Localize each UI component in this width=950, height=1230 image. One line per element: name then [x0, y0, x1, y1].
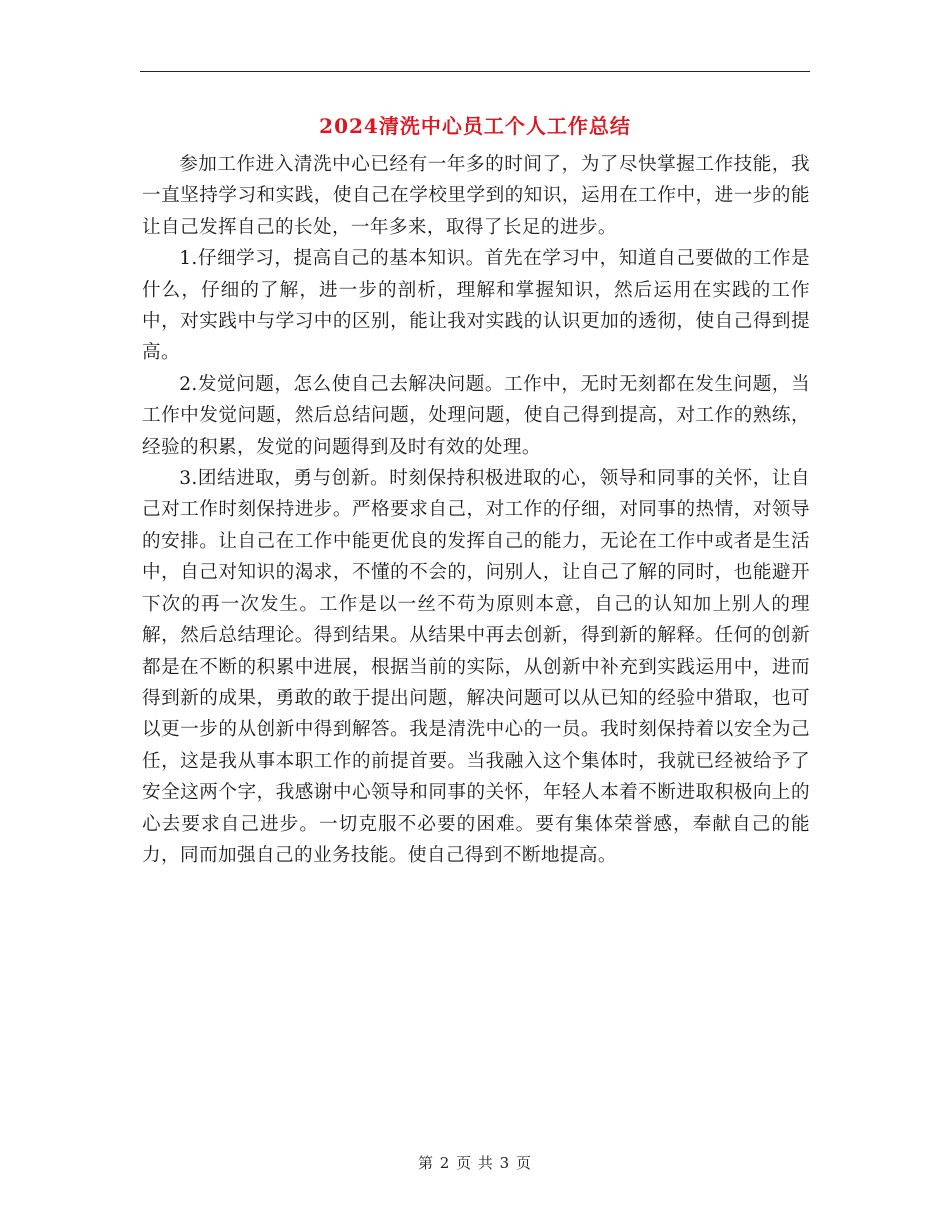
header-rule	[140, 71, 810, 72]
intro-paragraph: 参加工作进入清洗中心已经有一年多的时间了，为了尽快掌握工作技能，我一直坚持学习和实践，使自己在学校里学到的知识，运用在工作中，进一步的能让自己发挥自己的长处，一年多来，取得了长足的进步。	[142, 154, 810, 238]
document-body	[142, 149, 810, 871]
point-1-paragraph: 1.仔细学习，提高自己的基本知识。首先在学习中，知道自己要做的工作是什么，仔细的了解，进一步的剖析，理解和掌握知识，然后运用在实践的工作中，对实践中与学习中的区别，能让我对实践的认识更加的透彻，使自己得到提高。	[142, 248, 810, 364]
point-3-paragraph: 3.团结进取，勇与创新。时刻保持积极进取的心，领导和同事的关怀，让自己对工作时刻保持进步。严格要求自己，对工作的仔细，对同事的热情，对领导的安排。让自己在工作中能更优良的发挥自己的能力，无论在工作中或者是生活中，自己对知识的渴求，不懂的不会的，问别人，让自己了解的同时，也能避开下次的再一次发生。工作是以一丝不苟为原则本意，自己的认知加上别人的理解，然后总结理论。得到结果。从结果中再去创新，得到新的解释。任何的创新都是在不断的积累中进展，根据当前的实际，从创新中补充到实践运用中，进而得到新的成果，勇敢的敢于提出问题，解决问题可以从已知的经验中猎取，也可以更一步的从创新中得到解答。我是清洗中心的一员。我时刻保持着以安全为己任，这是我从事本职工作的前提首要。当我融入这个集体时，我就已经被给予了安全这两个字，我感谢中心领导和同事的关怀，年轻人本着不断进取积极向上的心去要求自己进步。一切克服不必要的困难。要有集体荣誉感，奉献自己的能力，同而加强自己的业务技能。使自己得到不断地提高。	[142, 468, 810, 866]
document-title: 2024清洗中心员工个人工作总结	[319, 114, 631, 138]
page-number-footer: 第 2 页 共 3 页	[418, 1154, 532, 1172]
point-2-paragraph: 2.发觉问题，怎么使自己去解决问题。工作中，无时无刻都在发生问题，当工作中发觉问题，然后总结问题，处理问题，使自己得到提高，对工作的熟练，经验的积累，发觉的问题得到及时有效的处理。	[142, 373, 810, 458]
